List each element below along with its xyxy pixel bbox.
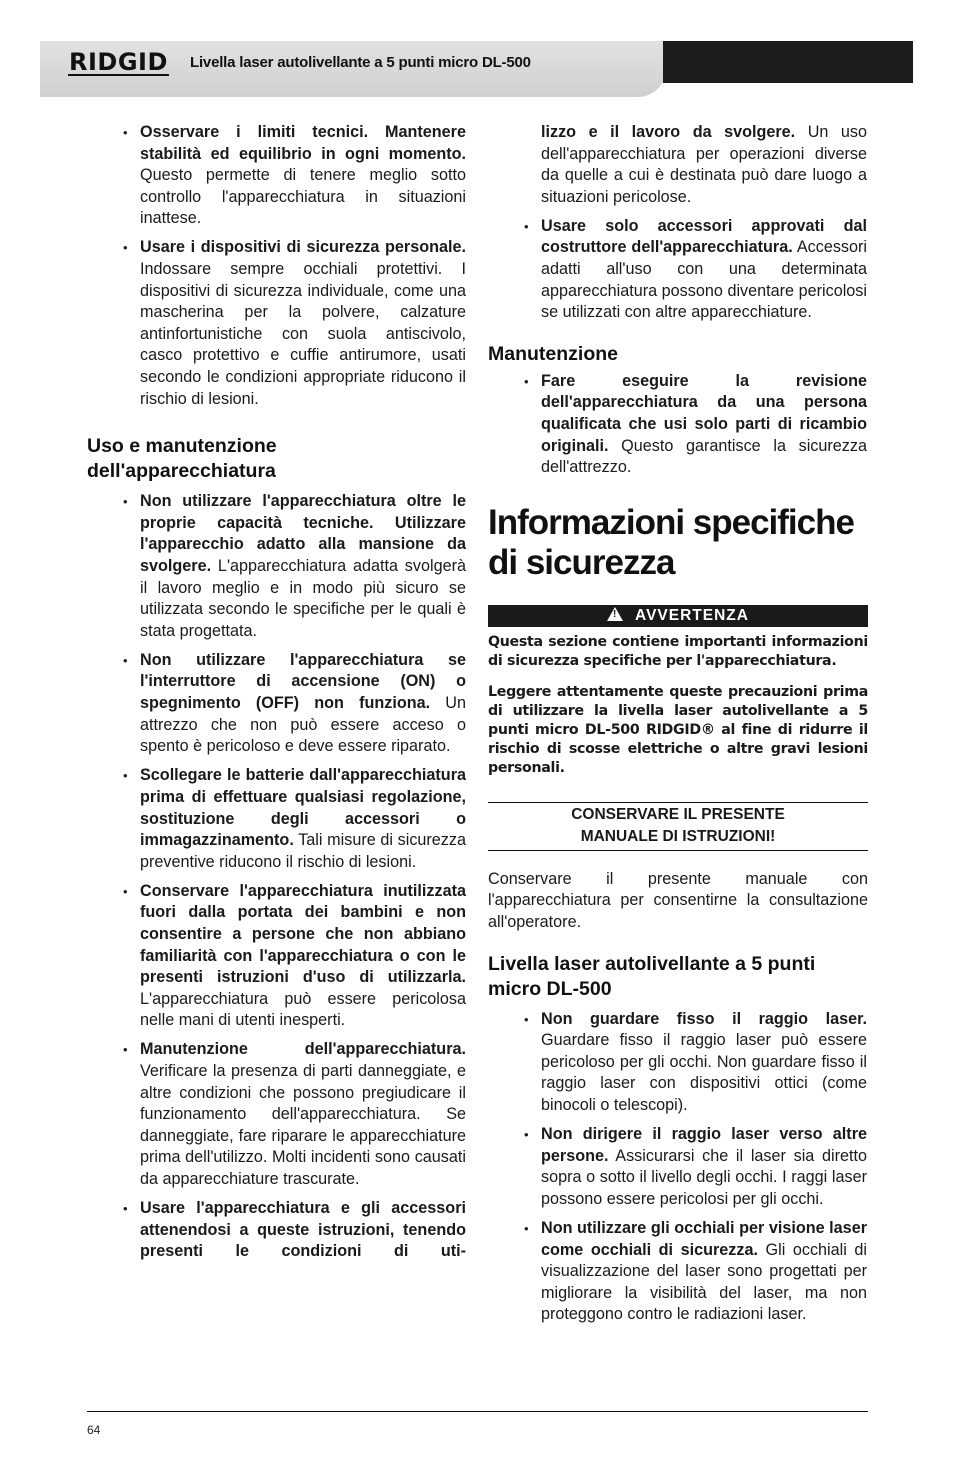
header-title: Livella laser autolivellante a 5 punti micro DL-500 [190, 54, 531, 71]
section-heading-manutenzione: Manutenzione [488, 342, 618, 365]
list-item: • Fare eseguire la revisione dell'apparecchiatura da una persona qualificata che usi solo parti di ricambio originali. Questo garantisce la sicurezza dell'attrezzo. [541, 371, 867, 479]
left-top-bullets [140, 122, 466, 410]
list-item: • Usare solo accessori approvati dal costruttore dell'apparecchiatura. Accessori adatti all'uso con una determinata apparecchiatura possono diventare pericolosi se utilizzati con altre apparecchiature. [541, 216, 867, 324]
warning-triangle-icon [607, 607, 623, 621]
left-column [87, 122, 467, 1270]
list-item: • Non utilizzare gli occhiali per visione laser come occhiali di sicurezza. Gli occhiali di visualizzazione del laser sono progettati per migliorare la visibilità del laser, ma non proteggono contro le radiazioni laser. [541, 1218, 867, 1326]
warning-banner [488, 605, 868, 627]
list-item: • Non utilizzare l'apparecchiatura oltre le proprie capacità tecniche. Utilizzare l'apparecchio adatto alla mansione da svolgere. L'apparecchiatura adatta svolgerà il lavoro meglio e in modo più sicuro se utilizzata secondo le specifiche per le quali è stata progettata. [140, 491, 466, 642]
right-column [488, 122, 868, 1333]
warning-paragraph-1: Questa sezione contiene importanti informazioni di sicurezza specifiche per l'apparecchiatura. [488, 633, 868, 669]
keep-line-2: MANUALE DI ISTRUZIONI! [580, 827, 776, 845]
list-item: • Usare l'apparecchiatura e gli accessori attenendosi a queste istruzioni, tenendo presenti le condizioni di uti- [140, 1198, 466, 1263]
right-top-bullets [541, 216, 867, 324]
continued-paragraph: lizzo e il lavoro da svolgere. Un uso dell'apparecchiatura per operazioni diverse da quelle a cui è destinata può dare luogo a situazioni pericolose. [541, 123, 868, 206]
maintenance-bullets [541, 371, 867, 479]
footer-rule [87, 1411, 868, 1412]
ridgid-logo: RIDGID [69, 48, 168, 76]
list-item: • Non dirigere il raggio laser verso altre persone. Assicurarsi che il laser sia diretto sopra o sotto il livello degli occhi. I raggi laser possono essere pericolosi per gli occhi. [541, 1124, 867, 1210]
list-item: • Scollegare le batterie dall'apparecchiatura prima di effettuare qualsiasi regolazione, sostituzione degli accessori o immagazzinamento. Tali misure di sicurezza preventive riducono il rischio di lesioni. [140, 765, 466, 873]
laser-bullets [541, 1009, 867, 1326]
page-number: 64 [87, 1423, 101, 1437]
header-black-tab [663, 41, 913, 83]
keep-line-1: CONSERVARE IL PRESENTE [571, 805, 785, 823]
list-item: • Manutenzione dell'apparecchiatura. Verificare la presenza di parti danneggiate, e altre condizioni che possono pregiudicare il funzionamento dell'apparecchiatura. Se danneggiate, fare riparare le apparecchiature prima dell'utilizzo. Molti incidenti sono causati da apparecchiature trascurate. [140, 1039, 466, 1190]
left-main-bullets [140, 491, 466, 1263]
keep-manual-text: Conservare il presente manuale con l'apparecchiatura per consentirne la consultazione all'operatore. [488, 869, 868, 931]
keep-manual-notice [488, 802, 868, 851]
list-item: • Osservare i limiti tecnici. Mantenere stabilità ed equilibrio in ogni momento. Questo permette di tenere meglio sotto controllo l'apparecchiatura in situazioni inattese. [140, 122, 466, 230]
page-title: Informazioni specifiche di sicurezza [488, 502, 854, 582]
warning-label: AVVERTENZA [635, 606, 749, 624]
section-heading-laser: Livella laser autolivellante a 5 punti micro DL-500 [488, 952, 816, 1000]
warning-paragraph-2: Leggere attentamente queste precauzioni prima di utilizzare la livella laser autolivellante a 5 punti micro DL-500 RIDGID® al fine di ridurre il rischio di scosse elettriche o altre gravi lesioni personali. [488, 683, 868, 776]
list-item: • Conservare l'apparecchiatura inutilizzata fuori dalla portata dei bambini e non consentire a persone che non abbiano familiarità con l'apparecchiatura o con le presenti istruzioni d'uso di utilizzarla. L'apparecchiatura può essere pericolosa nelle mani di utenti inesperti. [140, 881, 466, 1032]
section-heading-uso: Uso e manutenzione dell'apparecchiatura [87, 435, 277, 483]
list-item: • Usare i dispositivi di sicurezza personale. Indossare sempre occhiali protettivi. I dispositivi di sicurezza individuale, come una mascherina per la polvere, calzature antinfortunistiche con suola antiscivolo, casco protettivo e cuffie antirumore, usati secondo le condizioni appropriate riducono il rischio di lesioni. [140, 237, 466, 410]
list-item: • Non guardare fisso il raggio laser. Guardare fisso il raggio laser può essere pericoloso per gli occhi. Non guardare fisso il raggio laser con dispositivi ottici (come binocoli o telescopi). [541, 1009, 867, 1117]
list-item: • Non utilizzare l'apparecchiatura se l'interruttore di accensione (ON) o spegnimento (OFF) non funziona. Un attrezzo che non può essere acceso o spento è pericoloso e deve essere riparato. [140, 650, 466, 758]
